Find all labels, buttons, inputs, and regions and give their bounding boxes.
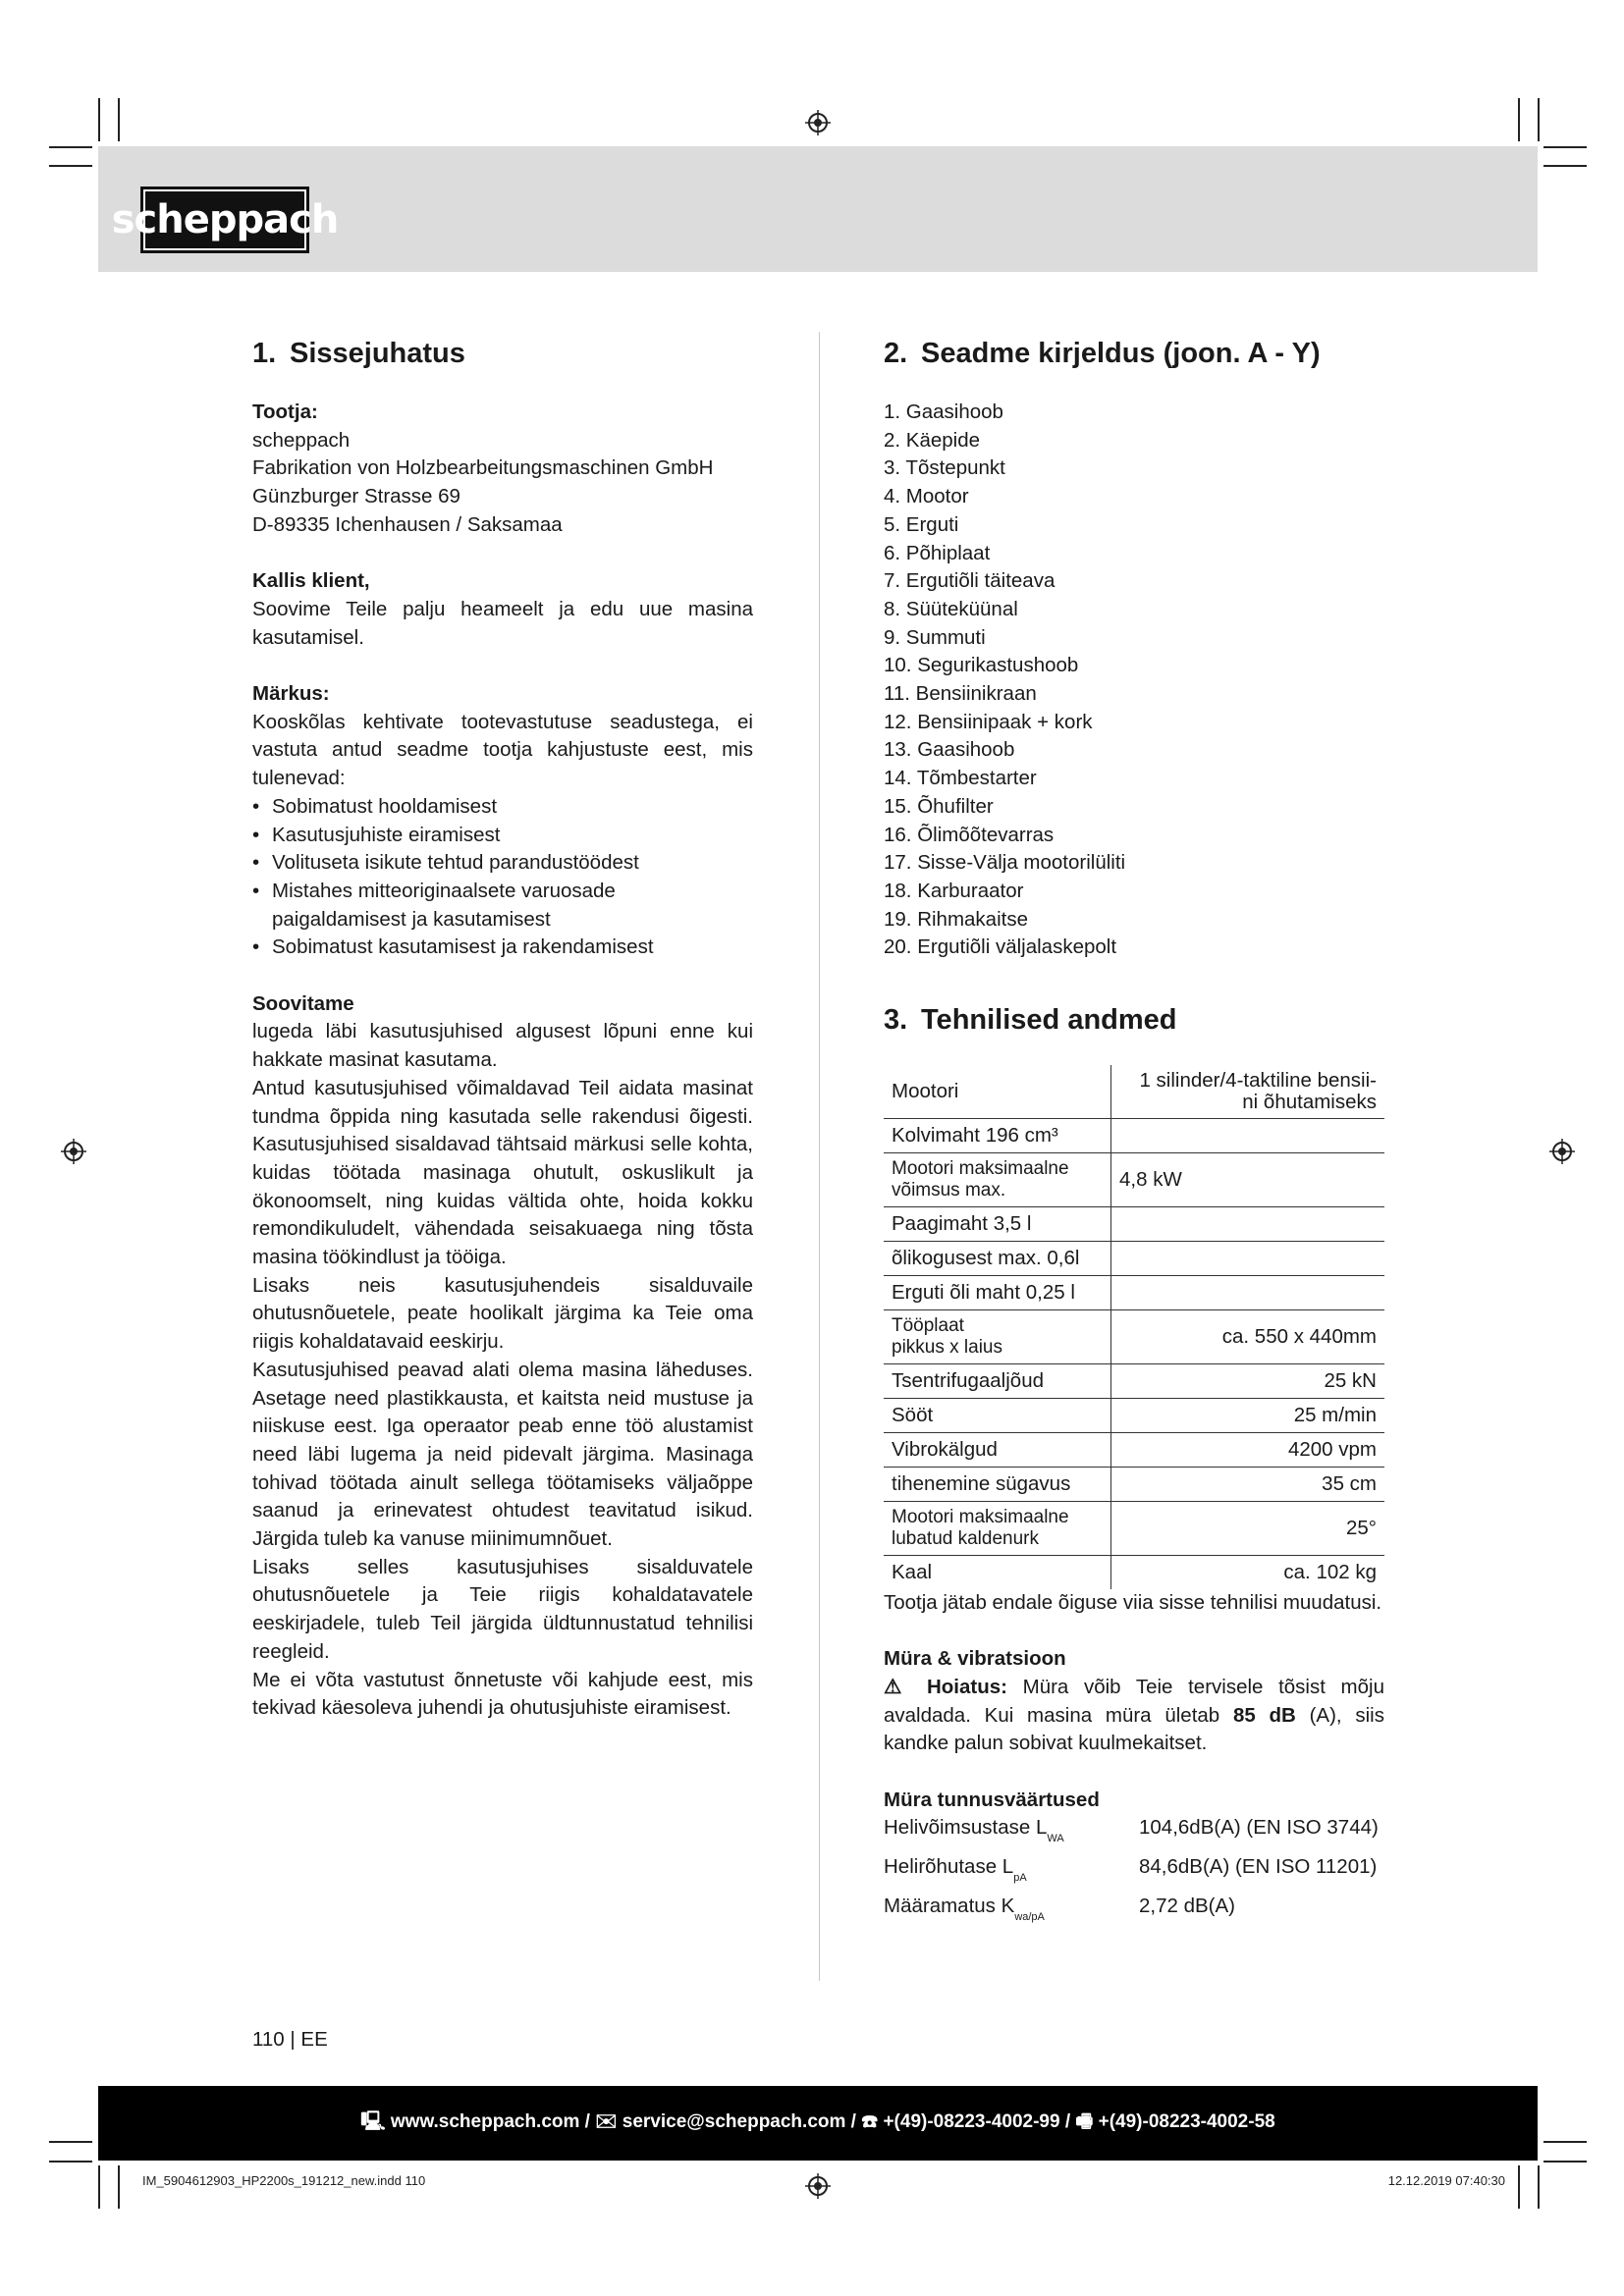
noise-label-sub: wa/pA bbox=[1014, 1910, 1045, 1923]
manufacturer-heading: Tootja: bbox=[252, 400, 318, 423]
print-slug-file: IM_5904612903_HP2200s_191212_new.indd 110 bbox=[142, 2173, 426, 2188]
manufacturer-line: Günzburger Strasse 69 bbox=[252, 485, 460, 508]
warning-icon: ⚠ bbox=[884, 1675, 912, 1698]
table-cell: 4,8 kW bbox=[1111, 1152, 1385, 1206]
page-number-value: 110 bbox=[252, 2028, 285, 2051]
table-cell: tihenemine sügavus bbox=[884, 1467, 1111, 1501]
warning-threshold: 85 dB bbox=[1232, 1703, 1296, 1727]
warning-label: Hoiatus: bbox=[926, 1675, 1007, 1698]
cell-line: võimsus max. bbox=[892, 1179, 1006, 1201]
noise-value: 84,6dB(A) (EN ISO 11201) bbox=[1139, 1855, 1378, 1879]
table-cell: ca. 102 kg bbox=[1111, 1555, 1385, 1589]
registration-mark-icon bbox=[1549, 1139, 1575, 1164]
list-item: • Sobimatust hooldamisest bbox=[252, 793, 753, 822]
list-item: 6. Põhiplaat bbox=[884, 541, 991, 564]
noise-heading: Müra & vibratsioon bbox=[884, 1647, 1066, 1671]
table-cell: 4200 vpm bbox=[1111, 1432, 1385, 1467]
crop-mark bbox=[49, 2141, 92, 2143]
warning-text-part: Müra võib Teie tervisele tõsist mõju avaldada. Kui masina müra ületab bbox=[884, 1675, 1384, 1727]
table-cell: ca. 550 x 440mm bbox=[1111, 1309, 1385, 1363]
noise-label-text: Määramatus K bbox=[884, 1894, 1015, 1917]
table-cell bbox=[884, 1152, 1111, 1206]
noise-label-text: Helirõhutase L bbox=[884, 1855, 1014, 1879]
contact-line[interactable]: 🖳 www.scheppach.com / ✉ service@scheppach.com / ☎ +(49)-08223-4002-99 / 🖷 +(49)-08223-4002-58 bbox=[360, 2111, 1275, 2132]
table-cell bbox=[1111, 1206, 1385, 1241]
tech-data-table bbox=[884, 1065, 1384, 1589]
note-text: Kooskõlas kehtivate tootevastutuse seadustega, ei vastuta antud seadme tootja kahjustuste eest, mis tulenevad: bbox=[252, 710, 753, 790]
warning-text-part: (A), siis kandke palun sobivat kuulmekaitset. bbox=[884, 1703, 1384, 1755]
table-row bbox=[884, 1275, 1384, 1309]
list-item: • Kasutusjuhiste eiramisest bbox=[252, 822, 753, 850]
footer-contact-bar bbox=[98, 2086, 1538, 2161]
list-item: • Volituseta isikute tehtud parandustöödest bbox=[252, 849, 753, 878]
list-item: 10. Segurikastushoob bbox=[884, 654, 1079, 677]
table-row bbox=[884, 1467, 1384, 1501]
section-number: 2. bbox=[884, 338, 908, 369]
cell-line: Mootori maksimaalne bbox=[892, 1506, 1069, 1527]
table-cell: Sööt bbox=[884, 1398, 1111, 1432]
note-heading: Märkus: bbox=[252, 682, 330, 705]
left-column bbox=[252, 324, 753, 1723]
table-cell bbox=[1111, 1118, 1385, 1152]
manufacturer-line: Fabrikation von Holzbearbeitungsmaschinen GmbH bbox=[252, 456, 714, 480]
table-cell: 35 cm bbox=[1111, 1467, 1385, 1501]
noise-label bbox=[884, 1853, 1139, 1893]
tech-note: Tootja jätab endale õiguse viia sisse tehnilisi muudatusi. bbox=[884, 1590, 1382, 1614]
section-title: Seadme kirjeldus (joon. A - Y) bbox=[921, 338, 1321, 369]
table-row bbox=[884, 1363, 1384, 1398]
crop-mark bbox=[118, 2165, 120, 2209]
noise-label-sub: WA bbox=[1047, 1833, 1064, 1845]
list-item: 14. Tõmbestarter bbox=[884, 767, 1037, 790]
manufacturer-line: D-89335 Ichenhausen / Saksamaa bbox=[252, 512, 563, 536]
cell-line: ni õhutamiseks bbox=[1242, 1090, 1377, 1113]
table-cell: 25 m/min bbox=[1111, 1398, 1385, 1432]
page-language: EE bbox=[300, 2028, 328, 2051]
table-row bbox=[884, 1065, 1384, 1119]
table-row bbox=[884, 1398, 1384, 1432]
table-cell: Vibrokälgud bbox=[884, 1432, 1111, 1467]
crop-mark bbox=[1543, 2141, 1587, 2143]
recommend-heading: Soovitame bbox=[252, 991, 354, 1015]
noise-row bbox=[884, 1814, 1384, 1853]
cell-line: Tööplaat bbox=[892, 1314, 964, 1336]
brand-logo: scheppach bbox=[140, 187, 309, 253]
cell-line: 1 silinder/4-taktiline bensii- bbox=[1139, 1068, 1377, 1092]
recommend-paragraph: lugeda läbi kasutusjuhised algusest lõpuni enne kui hakkate masinat kasutama. bbox=[252, 1020, 753, 1072]
list-item: 1. Gaasihoob bbox=[884, 400, 1003, 423]
noise-label-sub: pA bbox=[1013, 1872, 1027, 1885]
list-item: 4. Mootor bbox=[884, 485, 969, 508]
crop-mark bbox=[1518, 2165, 1520, 2209]
crop-mark bbox=[1538, 98, 1540, 141]
table-row bbox=[884, 1206, 1384, 1241]
list-item: 15. Õhufilter bbox=[884, 794, 994, 818]
crop-mark bbox=[1543, 146, 1587, 148]
cell-line: Mootori maksimaalne bbox=[892, 1157, 1069, 1179]
table-cell: õlikogusest max. 0,6l bbox=[884, 1241, 1111, 1275]
dear-heading: Kallis klient, bbox=[252, 569, 370, 593]
crop-mark bbox=[98, 2165, 100, 2209]
table-cell: 25 kN bbox=[1111, 1363, 1385, 1398]
crop-mark bbox=[1543, 165, 1587, 167]
table-cell: Paagimaht 3,5 l bbox=[884, 1206, 1111, 1241]
list-item: 5. Erguti bbox=[884, 512, 959, 536]
section-number: 1. bbox=[252, 338, 277, 369]
crop-mark bbox=[49, 165, 92, 167]
table-cell: Kolvimaht 196 cm³ bbox=[884, 1118, 1111, 1152]
dear-text: Soovime Teile palju heameelt ja edu uue masina kasutamisel. bbox=[252, 597, 753, 649]
recommend-paragraph: Lisaks selles kasutusjuhises sisalduvatele ohutusnõuetele ja Teie riigis kohaldatavatele eeskirjadele, tuleb Teil järgida üldtunnustatud tehnilisi reegleid. bbox=[252, 1555, 753, 1663]
registration-mark-icon bbox=[805, 110, 831, 135]
cell-line: pikkus x laius bbox=[892, 1336, 1002, 1358]
table-cell: Tsentrifugaaljõud bbox=[884, 1363, 1111, 1398]
table-row bbox=[884, 1152, 1384, 1206]
table-cell bbox=[884, 1309, 1111, 1363]
noise-value: 2,72 dB(A) bbox=[1139, 1894, 1235, 1917]
list-item: 16. Õlimõõtevarras bbox=[884, 823, 1055, 846]
note-list bbox=[252, 793, 753, 962]
list-item: 13. Gaasihoob bbox=[884, 738, 1015, 762]
table-cell: Mootori bbox=[884, 1065, 1111, 1119]
noise-row bbox=[884, 1893, 1384, 1932]
table-row bbox=[884, 1241, 1384, 1275]
table-row bbox=[884, 1309, 1384, 1363]
list-item: 9. Summuti bbox=[884, 625, 986, 649]
list-item: 20. Ergutiõli väljalaskepolt bbox=[884, 935, 1117, 959]
right-column bbox=[884, 324, 1384, 1931]
section-2-heading bbox=[884, 336, 1384, 371]
crop-mark bbox=[118, 98, 120, 141]
column-divider bbox=[819, 332, 820, 1981]
crop-mark bbox=[49, 146, 92, 148]
noise-values-heading: Müra tunnusväärtused bbox=[884, 1788, 1100, 1811]
noise-label bbox=[884, 1893, 1139, 1932]
list-item: 17. Sisse-Välja mootorilüliti bbox=[884, 851, 1126, 875]
parts-list bbox=[884, 399, 1384, 962]
registration-mark-icon bbox=[61, 1139, 86, 1164]
section-1-heading bbox=[252, 336, 753, 371]
warning-text bbox=[884, 1674, 1384, 1758]
list-item: 7. Ergutiõli täiteava bbox=[884, 569, 1056, 593]
print-slug-date: 12.12.2019 07:40:30 bbox=[1387, 2173, 1505, 2188]
noise-value: 104,6dB(A) (EN ISO 3744) bbox=[1139, 1816, 1379, 1840]
cell-line: lubatud kaldenurk bbox=[892, 1527, 1039, 1549]
list-item: 11. Bensiinikraan bbox=[884, 682, 1037, 706]
list-item: • Sobimatust kasutamisest ja rakendamisest bbox=[252, 934, 753, 962]
noise-label-text: Helivõimsustase L bbox=[884, 1816, 1048, 1840]
table-row bbox=[884, 1432, 1384, 1467]
section-3-heading bbox=[884, 1002, 1384, 1038]
manufacturer-line: scheppach bbox=[252, 428, 351, 452]
page-number: 110 | EE bbox=[252, 2028, 328, 2051]
table-row bbox=[884, 1118, 1384, 1152]
list-item: 8. Süüteküünal bbox=[884, 597, 1018, 620]
crop-mark bbox=[1543, 2161, 1587, 2163]
table-row bbox=[884, 1501, 1384, 1555]
list-item: 3. Tõstepunkt bbox=[884, 456, 1005, 480]
table-row bbox=[884, 1555, 1384, 1589]
table-cell: Kaal bbox=[892, 1560, 933, 1583]
table-cell: Erguti õli maht 0,25 l bbox=[884, 1275, 1111, 1309]
recommend-paragraph: Lisaks neis kasutusjuhendeis sisalduvaile ohutusnõuetele, peate hoolikalt järgima ka Teie oma riigis kohaldatavaid eeskirju. bbox=[252, 1273, 753, 1354]
recommend-paragraph: Kasutusjuhised peavad alati olema masina läheduses. Asetage need plastikkausta, et kaitsta neid mustuse ja niiskuse eest. Iga operaator peab enne töö alustamist need läbi lugema ja neid pidevalt järgima. Masinaga tohivad töötada ainult sellega töötamiseks väljaõppe saanud ja erinevatest ohtudest teavitatud isikud. Järgida tuleb ka vanuse miinimumnõuet. bbox=[252, 1358, 753, 1551]
noise-label bbox=[884, 1814, 1139, 1853]
crop-mark bbox=[98, 98, 100, 141]
table-cell bbox=[1111, 1241, 1385, 1275]
table-cell bbox=[1111, 1065, 1385, 1119]
list-item: • Mistahes mitteoriginaalsete varuosade paigaldamisest ja kasutamisest bbox=[252, 878, 753, 934]
section-title: Sissejuhatus bbox=[290, 338, 465, 369]
list-item: 19. Rihmakaitse bbox=[884, 907, 1028, 931]
recommend-paragraph: Antud kasutusjuhised võimaldavad Teil aidata masinat tundma õppida ning kasutada selle rakendusi õigesti. Kasutusjuhised sisaldavad tähtsaid märkusi selle kohta, kuidas töötada masinaga ohutult, oskuslikult ja ökonoomselt, ning kuidas vältida ohte, hoida kokku remondikuludelt, vähendada seisakuaega ning tõsta masina töökindlust ja tööiga. bbox=[252, 1076, 753, 1269]
list-item: 2. Käepide bbox=[884, 428, 981, 452]
section-number: 3. bbox=[884, 1003, 908, 1036]
crop-mark bbox=[1538, 2165, 1540, 2209]
registration-mark-icon bbox=[805, 2173, 831, 2199]
section-title: Tehnilised andmed bbox=[921, 1003, 1177, 1036]
recommend-paragraph: Me ei võta vastutust õnnetuste või kahjude eest, mis tekivad käesoleva juhendi ja ohutusjuhiste eiramisest. bbox=[252, 1668, 753, 1720]
list-item: 18. Karburaator bbox=[884, 879, 1024, 902]
list-item: 12. Bensiinipaak + kork bbox=[884, 710, 1093, 733]
crop-mark bbox=[1518, 98, 1520, 141]
table-cell bbox=[884, 1501, 1111, 1555]
noise-row bbox=[884, 1853, 1384, 1893]
crop-mark bbox=[49, 2161, 92, 2163]
table-cell: 25° bbox=[1111, 1501, 1385, 1555]
table-cell bbox=[1111, 1275, 1385, 1309]
